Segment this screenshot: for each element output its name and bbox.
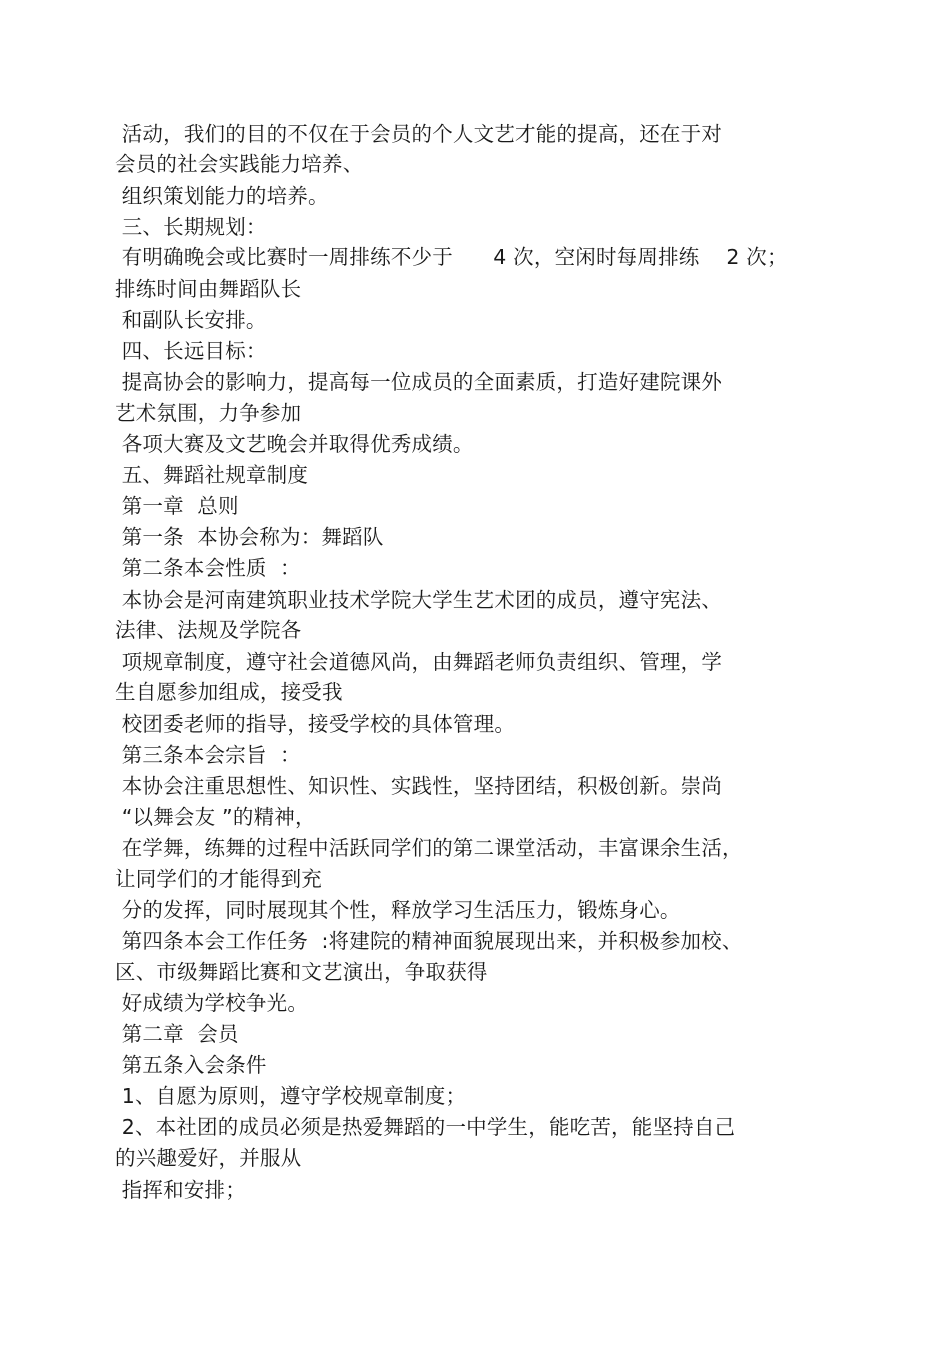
- text-line: 排练时间由舞蹈队长: [115, 277, 302, 301]
- text-line: 项规章制度，遵守社会道德风尚，由舞蹈老师负责组织、管理，学: [115, 650, 723, 674]
- text-line: 生自愿参加组成，接受我: [115, 680, 343, 704]
- text-line: 第五条入会条件: [115, 1053, 267, 1077]
- text-line: 1、自愿为原则，遵守学校规章制度；: [115, 1084, 467, 1108]
- text-line: 第三条本会宗旨 ：: [115, 743, 301, 767]
- text-line: 第一条 本协会称为：舞蹈队: [115, 525, 384, 549]
- text-line: 第二条本会性质 ：: [115, 556, 301, 580]
- text-line: 的兴趣爱好，并服从: [115, 1146, 302, 1170]
- text-line: 指挥和安排；: [115, 1178, 246, 1202]
- text-line: 本协会是河南建筑职业技术学院大学生艺术团的成员，遵守宪法、: [115, 588, 723, 612]
- text-line: 校团委老师的指导，接受学校的具体管理。: [115, 712, 516, 736]
- text-line: 会员的社会实践能力培养、: [115, 152, 364, 176]
- text-line: 在学舞，练舞的过程中活跃同学们的第二课堂活动，丰富课余生活，: [115, 836, 743, 860]
- text-line: 活动，我们的目的不仅在于会员的个人文艺才能的提高，还在于对: [115, 122, 723, 146]
- text-line: 有明确晚会或比赛时一周排练不少于 4 次，空闲时每周排练 2 次；: [115, 245, 788, 269]
- text-line: 第二章 会员: [115, 1022, 239, 1046]
- text-line: 法律、法规及学院各: [115, 618, 302, 642]
- text-line: 各项大赛及文艺晚会并取得优秀成绩。: [115, 432, 474, 456]
- text-line: 分的发挥，同时展现其个性，释放学习生活压力，锻炼身心。: [115, 898, 681, 922]
- text-line: 好成绩为学校争光。: [115, 991, 309, 1015]
- text-line: 提高协会的影响力，提高每一位成员的全面素质，打造好建院课外: [115, 370, 723, 394]
- text-line: 五、舞蹈社规章制度: [115, 463, 309, 487]
- text-line: 区、市级舞蹈比赛和文艺演出，争取获得: [115, 960, 488, 984]
- text-line: 艺术氛围，力争参加: [115, 401, 302, 425]
- text-line: “以舞会友 ”的精神，: [115, 805, 316, 829]
- text-line: 三、长期规划：: [115, 215, 267, 239]
- text-line: 四、长远目标：: [115, 339, 267, 363]
- text-line: 第一章 总则: [115, 494, 239, 518]
- text-line: 让同学们的才能得到充: [115, 867, 322, 891]
- text-line: 2、本社团的成员必须是热爱舞蹈的一中学生，能吃苦，能坚持自己: [115, 1115, 736, 1139]
- text-line: 本协会注重思想性、知识性、实践性，坚持团结，积极创新。崇尚: [115, 774, 723, 798]
- text-line: 组织策划能力的培养。: [115, 184, 329, 208]
- text-line: 第四条本会工作任务 :将建院的精神面貌展现出来，并积极参加校、: [115, 929, 743, 953]
- text-line: 和副队长安排。: [115, 308, 267, 332]
